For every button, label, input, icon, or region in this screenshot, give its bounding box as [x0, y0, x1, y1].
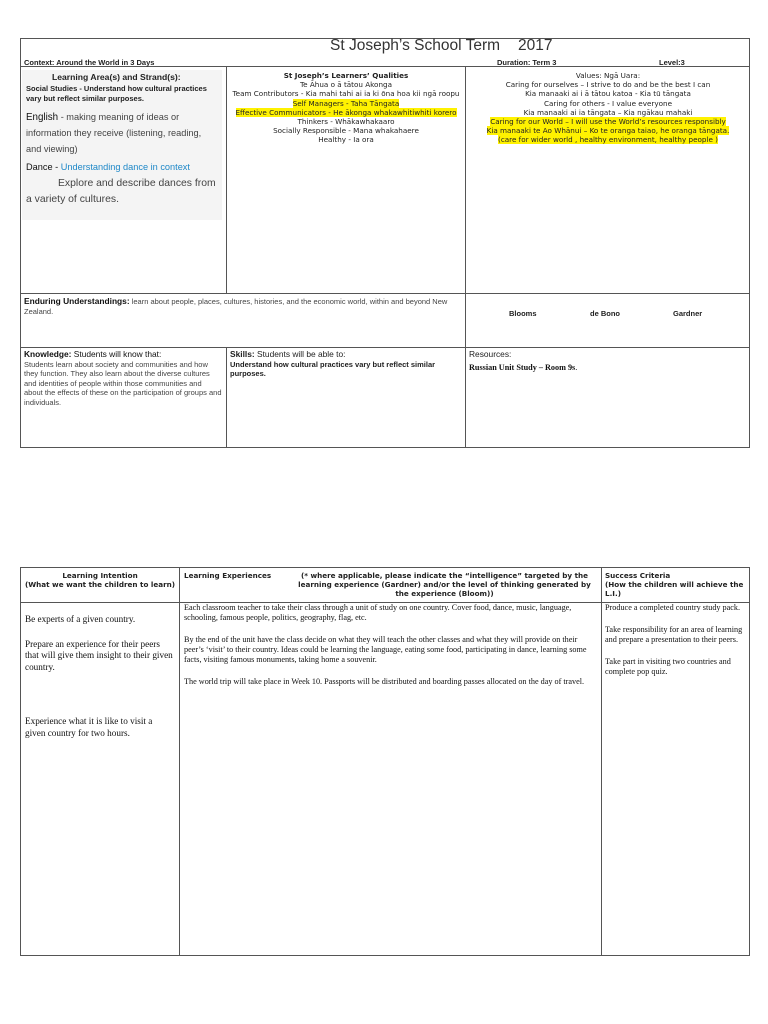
experiences-note: (* where applicable, please indicate the “intelligence” targeted by the learning experience (Gardner) and/or the level of thinking generated by the experience (Bloom)) [298, 571, 591, 599]
qualities-list [228, 89, 464, 144]
knowledge-label: Knowledge: [24, 349, 72, 359]
experience-item: The world trip will take place in Week 10. Passports will be distributed and boarding passes allocated on the day of travel. [184, 677, 585, 686]
knowledge-cell [24, 350, 222, 408]
value-line: Caring for others - I value everyone [543, 98, 672, 108]
values-cell [467, 71, 749, 145]
english-strand [26, 110, 216, 157]
value-line: Caring for our World – I will use the World’s resources responsibly [490, 117, 726, 127]
dance-text: Explore and describe dances from a variety of cultures. [26, 177, 216, 205]
intention-sub: (What we want the children to learn) [24, 580, 176, 590]
experiences-column [184, 603, 598, 687]
learners-qualities-cell [228, 71, 464, 145]
resources-label: Resources: [469, 349, 512, 359]
english-text: - making meaning of ideas or information they receive (listening, reading, and viewing) [26, 112, 202, 154]
social-studies-strand: Social Studies - Understand how cultural practices vary but reflect similar purposes. [26, 84, 207, 103]
qualities-heading: St Joseph’s Learners’ Qualities [283, 71, 409, 80]
success-sub: (How the children will achieve the L.I.) [605, 580, 744, 599]
title-year: 2017 [518, 37, 553, 54]
enduring-text: learn about people, places, cultures, histories, and the economic world, within and beyond New Zealand. [24, 297, 448, 316]
document-title [330, 37, 553, 55]
enduring-label: Enduring Understandings: [24, 296, 130, 306]
knowledge-text: Students learn about society and communities and how they function. They also learn about the diverse cultures and identities of people within those communities and about the effects of these on the participation of groups and individuals. [24, 359, 222, 407]
qualities-subheading: Te Āhua o ā tātou Akonga [300, 80, 392, 90]
title-text: St Joseph’s School Term [330, 37, 501, 54]
value-line: Caring for ourselves – I strive to do and be the best I can [505, 80, 711, 90]
quality-item: Self Managers - Taha Tāngata [292, 98, 400, 108]
success-header [605, 571, 747, 599]
blooms-label: Blooms [509, 309, 537, 318]
values-list [467, 80, 749, 144]
resources-text: Russian Unit Study – Room 9s [469, 362, 576, 372]
intention-item: Be experts of a given country. [25, 614, 136, 624]
quality-item: Socially Responsible - Mana whakahaere [273, 126, 419, 136]
value-line: Kia manaaki te Ao Whānui – Ko te oranga taiao, he oranga tāngata. [486, 126, 730, 136]
criteria-item: Take part in visiting two countries and complete pop quiz. [605, 657, 731, 676]
quality-item: Effective Communicators - He ākonga whakawhitiwhiti korero [235, 107, 457, 117]
skills-label: Skills: [230, 349, 255, 359]
enduring-understandings [24, 297, 454, 316]
skills-lead: Students will be able to: [254, 349, 346, 359]
experiences-heading: Learning Experiences [184, 571, 272, 580]
level-label: Level:3 [659, 58, 685, 67]
dance-link: Understanding dance in context [60, 162, 190, 172]
quality-item: Healthy - Ia ora [318, 135, 374, 145]
dance-strand [26, 160, 216, 207]
criteria-item: Take responsibility for an area of learning and prepare a presentation to their peers. [605, 625, 743, 644]
debono-label: de Bono [590, 309, 620, 318]
resources-cell [469, 350, 745, 373]
values-heading: Values: Ngā Uara: [575, 71, 641, 80]
criteria-column [605, 603, 747, 677]
success-heading: Success Criteria [605, 571, 671, 580]
duration-label: Duration: Term 3 [497, 58, 557, 67]
knowledge-lead: Students will know that: [71, 349, 162, 359]
skills-text: Understand how cultural practices vary but reflect similar purposes. [230, 359, 436, 379]
intention-header [22, 571, 178, 589]
gardner-label: Gardner [673, 309, 703, 318]
value-line: (care for wider world , healthy environment, healthy people ) [498, 135, 718, 145]
intention-heading: Learning Intention [62, 571, 138, 580]
quality-item: Thinkers - Whākawhakaaro [297, 117, 395, 127]
experience-item: By the end of the unit have the class decide on what they will teach the other classes and what they will provide on their peer’s ‘visit’ to their country. Ideas could be learning the language, eating some food, participating in dance, learning some facts, visiting famous monuments, taking home a souvenir. [184, 635, 587, 664]
dance-label: Dance - [26, 162, 61, 172]
quality-item: Team Contributors - Kia mahi tahi ai ia ki ōna hoa kii ngā roopu [232, 89, 460, 99]
intentions-column [25, 614, 175, 740]
value-line: Kia manaaki ai ia tāngata – Kia ngākau mahaki [523, 107, 693, 117]
context-label: Context: Around the World in 3 Days [24, 58, 155, 67]
value-line: Kia manaaki ai i ā tātou katoa - Kia tū tāngata [525, 89, 691, 99]
english-label: English [26, 112, 59, 123]
learning-area-heading: Learning Area(s) and Strand(s): [52, 72, 181, 82]
intention-item: Prepare an experience for their peers that will give them insight to their given country. [25, 638, 173, 672]
skills-cell [230, 350, 462, 379]
experience-item: Each classroom teacher to take their class through a unit of study on one country. Cover food, dance, music, language, schooling, famous people, politics, geography, flag, etc. [184, 603, 572, 622]
intention-item: Experience what it is like to visit a given country for two hours. [25, 716, 153, 738]
criteria-item: Produce a completed country study pack. [605, 603, 741, 612]
resources-trail: . [575, 362, 578, 372]
